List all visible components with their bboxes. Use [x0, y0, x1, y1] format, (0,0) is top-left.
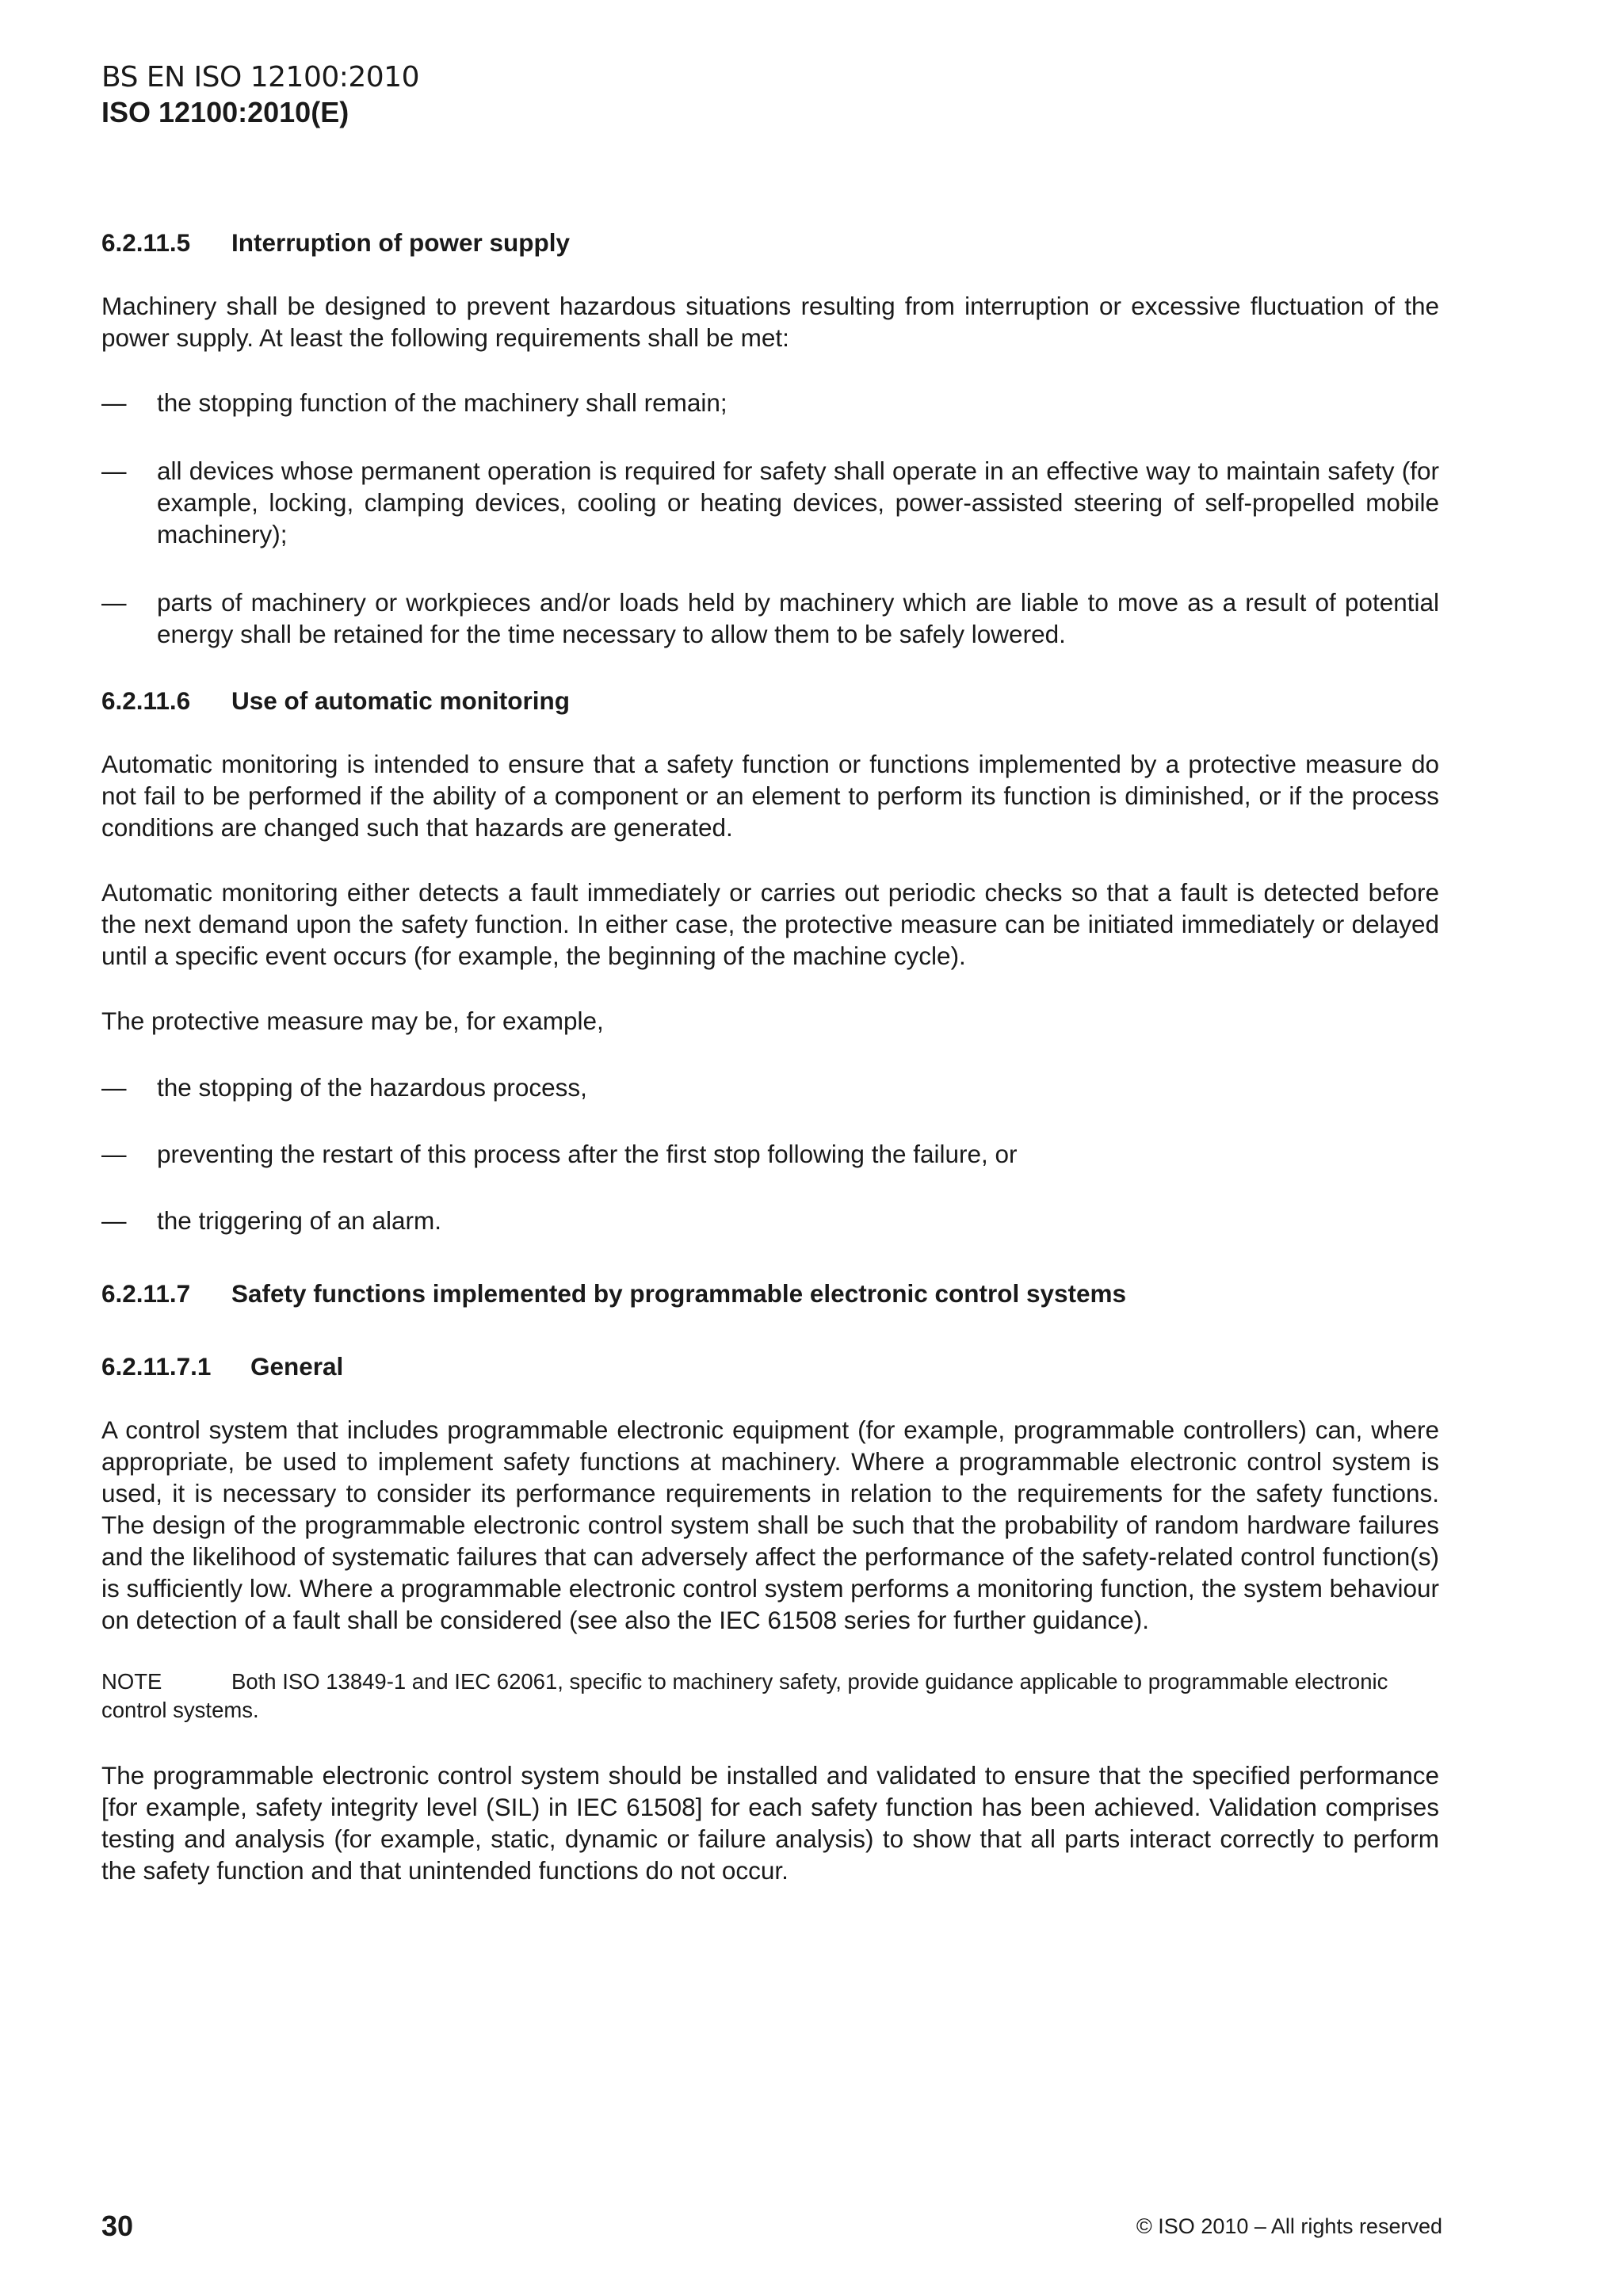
- page-number: 30: [101, 2210, 134, 2242]
- list-item-text: the stopping function of the machinery shall remain;: [157, 388, 727, 417]
- dash-bullet: —: [101, 388, 127, 417]
- list-item: [101, 1072, 1439, 1103]
- iso-designation: ISO 12100:2010(E): [101, 96, 349, 128]
- paragraph: Automatic monitoring is intended to ensure that a safety function or functions implemented by a protective measure do not fail to be performed if the ability of a component or an element to perform its function is diminished, or if the process conditions are changed such that hazards are generated.: [101, 750, 1439, 842]
- paragraph: Machinery shall be designed to prevent hazardous situations resulting from interruption or excessive fluctuation of the power supply. At least the following requirements shall be met:: [101, 292, 1439, 352]
- list-item-text: the triggering of an alarm.: [157, 1206, 441, 1235]
- section-title: Safety functions implemented by programmable electronic control systems: [231, 1279, 1127, 1308]
- list-item: [101, 455, 1439, 550]
- dash-bullet: —: [101, 457, 127, 485]
- note: [101, 1668, 1439, 1725]
- section-heading-6-2-11-5: [101, 227, 1439, 258]
- page-header: [101, 60, 419, 130]
- list-item-text: preventing the restart of this process after the first stop following the failure, or: [157, 1140, 1018, 1168]
- list-item: [101, 586, 1439, 650]
- copyright-notice: © ISO 2010 – All rights reserved: [1136, 2214, 1442, 2238]
- list-item-text: the stopping of the hazardous process,: [157, 1073, 587, 1102]
- document-body: [101, 227, 1439, 1886]
- dash-bullet: —: [101, 1206, 127, 1235]
- note-label: NOTE: [101, 1669, 162, 1694]
- section-title: Interruption of power supply: [231, 228, 570, 257]
- dash-bullet: —: [101, 1140, 127, 1168]
- list-item-text: parts of machinery or workpieces and/or loads held by machinery which are liable to move as a result of potential energy shall be retained for the time necessary to allow them to be safely lowered.: [157, 588, 1439, 648]
- section-number: 6.2.11.7: [101, 1279, 191, 1308]
- section-heading-6-2-11-6: [101, 685, 1439, 716]
- dash-bullet: —: [101, 1073, 127, 1102]
- section-heading-6-2-11-7: [101, 1278, 1439, 1309]
- section-heading-6-2-11-7-1: [101, 1350, 1439, 1382]
- paragraph: Automatic monitoring either detects a fault immediately or carries out periodic checks so that a fault is detected before the next demand upon the safety function. In either case, the protective measure can be initiated immediately or delayed until a specific event occurs (for example, the beginning of the machine cycle).: [101, 878, 1439, 970]
- list-item: [101, 1205, 1439, 1236]
- list-item: [101, 1138, 1439, 1170]
- paragraph: A control system that includes programmable electronic equipment (for example, programmable controllers) can, where appropriate, be used to implement safety functions at machinery. Where a programmable electronic control system is used, it is necessary to consider its performance requirements in relation to the requirements for the safety functions. The design of the programmable electronic control system shall be such that the probability of random hardware failures and the likelihood of systematic failures that can adversely affect the performance of the safety-related control function(s) is sufficiently low. Where a programmable electronic control system performs a monitoring function, the system behaviour on detection of a fault shall be considered (see also the IEC 61508 series for further guidance).: [101, 1415, 1439, 1634]
- note-text: Both ISO 13849-1 and IEC 62061, specific to machinery safety, provide guidance applicable to programmable electronic control systems.: [101, 1669, 1388, 1722]
- section-title: General: [250, 1352, 344, 1381]
- section-number: 6.2.11.6: [101, 686, 191, 715]
- paragraph: The protective measure may be, for example,: [101, 1007, 604, 1035]
- list-item-text: all devices whose permanent operation is required for safety shall operate in an effective way to maintain safety (for example, locking, clamping devices, cooling or heating devices, power-assisted steering of self-propelled mobile machinery);: [157, 457, 1439, 548]
- section-title: Use of automatic monitoring: [231, 686, 571, 715]
- standard-designation: BS EN ISO 12100:2010: [101, 61, 419, 94]
- section-number: 6.2.11.7.1: [101, 1352, 212, 1381]
- dash-bullet: —: [101, 588, 127, 617]
- section-number: 6.2.11.5: [101, 228, 191, 257]
- list-item: [101, 387, 1439, 418]
- paragraph: The programmable electronic control system should be installed and validated to ensure that the specified performance [for example, safety integrity level (SIL) in IEC 61508] for each safety function has been achieved. Validation comprises testing and analysis (for example, static, dynamic or failure analysis) to show that all parts interact correctly to perform the safety function and that unintended functions do not occur.: [101, 1761, 1439, 1885]
